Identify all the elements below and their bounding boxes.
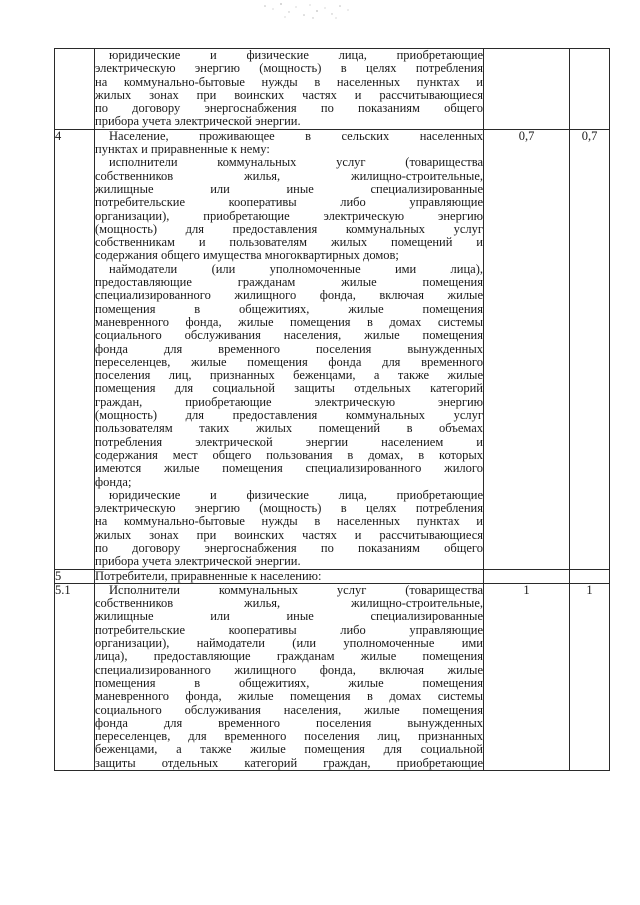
row-number: 4	[55, 129, 95, 569]
text-line: по договору энергоснабжения по показаниям общего	[95, 541, 483, 555]
tariff-coefficient-1: 1	[484, 583, 570, 770]
text-line: социального обслуживания населения, жилые помещения	[95, 703, 483, 717]
tariff-table	[54, 48, 610, 771]
text-line: потребительские кооперативы либо управляющие	[95, 623, 483, 637]
row-description	[95, 569, 484, 583]
text-line: на коммунально-бытовые нужды в населенных пунктах и	[95, 515, 483, 529]
text-line: специализированного жилищного фонда, включая жилые	[95, 663, 483, 677]
text-line: лица), предоставляющие гражданам жилые помещения	[95, 650, 483, 664]
text-line: электрическую энергию (мощность) в целях потребления	[95, 62, 483, 76]
text-line: собственников жилья, жилищно-строительные,	[95, 169, 483, 183]
text-line: потребления электрической энергии населением и	[95, 435, 483, 449]
row-description	[95, 129, 484, 569]
text-line: (мощность) для предоставления коммунальных услуг	[95, 222, 483, 236]
text-line: фонда для временного поселения вынужденных	[95, 716, 483, 730]
table-row	[55, 129, 610, 569]
text-line: фонда для временного поселения вынужденных	[95, 342, 483, 356]
text-line: жилых зонах при воинских частях и рассчитывающиеся	[95, 528, 483, 542]
text-line: (мощность) для предоставления коммунальных услуг	[95, 409, 483, 423]
table-row	[55, 569, 610, 583]
tariff-coefficient-1	[484, 49, 570, 130]
tariff-coefficient-2	[570, 49, 610, 130]
text-line: юридические и физические лица, приобретающие	[109, 49, 483, 62]
text-line: беженцами, а также жилые помещения для социальной	[95, 743, 483, 757]
text-line: специализированного жилищного фонда, включая жилые	[95, 289, 483, 303]
text-line: переселенцев, жилые помещения фонда для временного	[95, 355, 483, 369]
text-line: на коммунально-бытовые нужды в населенных пунктах и	[95, 75, 483, 89]
row-description	[95, 583, 484, 770]
text-line: организации), приобретающие электрическую энергию	[95, 209, 483, 223]
text-line: прибора учета электрической энергии.	[95, 555, 301, 569]
text-line: жилищные или иные специализированные	[95, 182, 483, 196]
text-line: переселенцев, для временного поселения лиц, признанных	[95, 730, 483, 744]
table-row	[55, 49, 610, 130]
text-line: электрическую энергию (мощность) в целях потребления	[95, 502, 483, 516]
text-line: юридические и физические лица, приобретающие	[109, 488, 483, 502]
text-line: прибора учета электрической энергии.	[95, 115, 301, 129]
text-line: помещения для социальной защиты отдельных категорий	[95, 382, 483, 396]
row-number: 5.1	[55, 583, 95, 770]
text-line: содержания мест общего пользования в домах, в которых	[95, 448, 483, 462]
text-line: Исполнители коммунальных услуг (товарищества	[109, 583, 483, 597]
text-line: потребительские кооперативы либо управляющие	[95, 196, 483, 210]
text-line: маневренного фонда, жилые помещения в домах системы	[95, 315, 483, 329]
row-number	[55, 49, 95, 130]
text-line: помещения в общежитиях, жилые помещения	[95, 302, 483, 316]
text-line: содержания общего имущества многоквартирных домов;	[95, 249, 399, 263]
text-line: имеются жилые помещения специализированного жилого	[95, 462, 483, 476]
scan-noise-mark	[255, 0, 365, 22]
text-line: граждан, приобретающие электрическую энергию	[95, 395, 483, 409]
tariff-coefficient-2: 0,7	[570, 129, 610, 569]
text-line: по договору энергоснабжения по показаниям общего	[95, 102, 483, 116]
text-line: фонда;	[95, 475, 132, 489]
row-description	[95, 49, 484, 130]
text-line: защиты отдельных категорий граждан, приобретающие	[95, 756, 483, 770]
text-line: пользователям таких жилых помещений в объемах	[95, 422, 483, 436]
text-line: собственников жилья, жилищно-строительные,	[95, 597, 483, 611]
tariff-coefficient-2	[570, 569, 610, 583]
text-line: помещения в общежитиях, жилые помещения	[95, 676, 483, 690]
text-line: поселения лиц, признанных беженцами, а также жилые	[95, 369, 483, 383]
tariff-coefficient-1	[484, 569, 570, 583]
text-line: пунктах и приравненные к нему:	[95, 143, 270, 157]
text-line: социального обслуживания населения, жилые помещения	[95, 329, 483, 343]
text-line: Потребители, приравненные к населению:	[95, 569, 322, 583]
text-line: жилищные или иные специализированные	[95, 610, 483, 624]
text-line: жилых зонах при воинских частях и рассчитывающиеся	[95, 88, 483, 102]
text-line: собственникам и пользователям жилых помещений и	[95, 236, 483, 250]
tariff-coefficient-1: 0,7	[484, 129, 570, 569]
tariff-coefficient-2: 1	[570, 583, 610, 770]
table-row	[55, 583, 610, 770]
text-line: наймодатели (или уполномоченные ими лица),	[109, 262, 483, 276]
text-line: Население, проживающее в сельских населенных	[109, 129, 483, 143]
text-line: исполнители коммунальных услуг (товарищества	[109, 156, 483, 170]
row-number: 5	[55, 569, 95, 583]
text-line: организации), наймодатели (или уполномоченные ими	[95, 637, 483, 651]
text-line: маневренного фонда, жилые помещения в домах системы	[95, 690, 483, 704]
text-line: предоставляющие гражданам жилые помещения	[95, 276, 483, 290]
